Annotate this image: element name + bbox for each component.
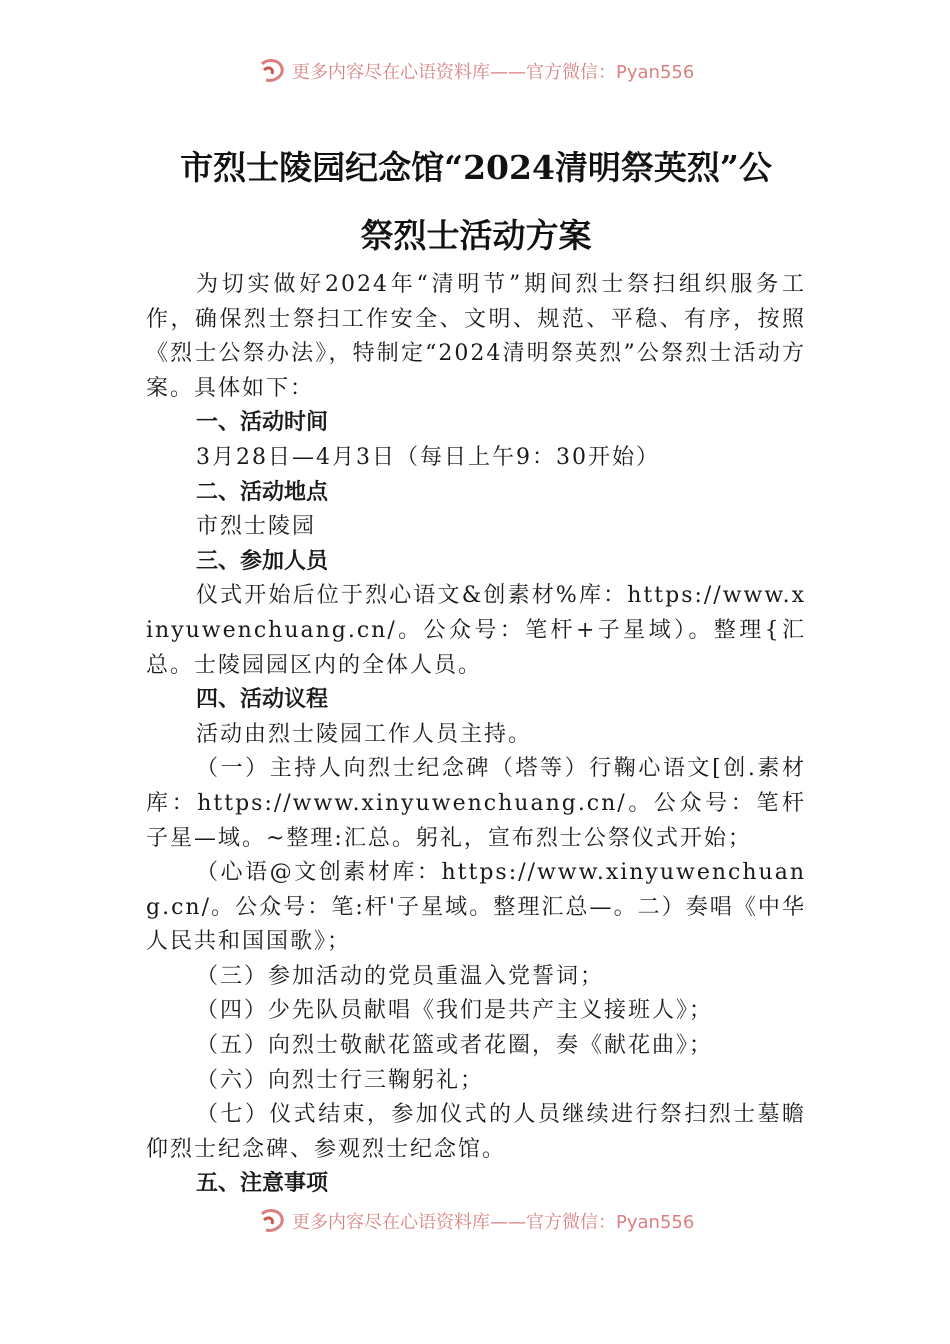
intro-paragraph: 为切实做好2024年“清明节”期间烈士祭扫组织服务工作，确保烈士祭扫工作安全、文明、规范、平稳、有序，按照《烈士公祭办法》，特制定“2024清明祭英烈”公祭烈士活动方案。具体如下： xyxy=(146,272,806,401)
agenda-item: （五）向烈士敬献花篮或者花圈，奏《献花曲》； xyxy=(196,1033,714,1059)
agenda-item: （四）少先队员献唱《我们是共产主义接班人》； xyxy=(196,998,714,1024)
agenda-item: （六）向烈士行三鞠躬礼； xyxy=(196,1067,485,1093)
document-title-line-2: 祭烈士活动方案 xyxy=(360,216,592,255)
document-body xyxy=(146,268,806,1202)
section-heading-location: 二、活动地点 xyxy=(196,479,329,505)
watermark-header xyxy=(258,56,738,86)
agenda-item: （七）仪式结束，参加仪式的人员继续进行祭扫烈士墓瞻仰烈士纪念碑、参观烈士纪念馆。 xyxy=(146,1102,806,1162)
agenda-item: （三）参加活动的党员重温入党誓词； xyxy=(196,963,605,989)
watermark-footer xyxy=(258,1206,738,1236)
brand-logo-icon xyxy=(258,1208,286,1234)
section-text-location: 市烈士陵园 xyxy=(196,514,317,540)
section-heading-agenda: 四、活动议程 xyxy=(196,687,329,713)
watermark-text: 更多内容尽在心语资料库——官方微信：Pyan556 xyxy=(292,1212,695,1233)
section-heading-participants: 三、参加人员 xyxy=(196,548,329,574)
section-text-participants: 仪式开始后位于烈心语文&创素材%库：https://www.xinyuwenchuang.cn/。公众号：笔杆+子星域）。整理{汇总。士陵园园区内的全体人员。 xyxy=(146,583,806,678)
brand-logo-icon xyxy=(258,58,286,84)
watermark-text: 更多内容尽在心语资料库——官方微信：Pyan556 xyxy=(292,62,695,83)
agenda-item: （一）主持人向烈士纪念碑（塔等）行鞠心语文[创.素材库：https://www.xinyuwenchuang.cn/。公众号：笔杆子星—域。~整理:汇总。躬礼，宣布烈士公祭仪式开始； xyxy=(146,756,806,851)
section-text-time: 3月28日—4月3日（每日上午9：30开始） xyxy=(196,444,660,470)
section-heading-notes: 五、注意事项 xyxy=(196,1171,329,1197)
agenda-intro: 活动由烈士陵园工作人员主持。 xyxy=(196,721,533,747)
section-heading-time: 一、活动时间 xyxy=(196,410,329,436)
agenda-item: （心语@文创素材库：https://www.xinyuwenchuang.cn/。公众号：笔:杆'子星域。整理汇总—。二）奏唱《中华人民共和国国歌》； xyxy=(146,860,806,955)
document-title-line-1: 市烈士陵园纪念馆“2024清明祭英烈”公 xyxy=(180,148,772,187)
